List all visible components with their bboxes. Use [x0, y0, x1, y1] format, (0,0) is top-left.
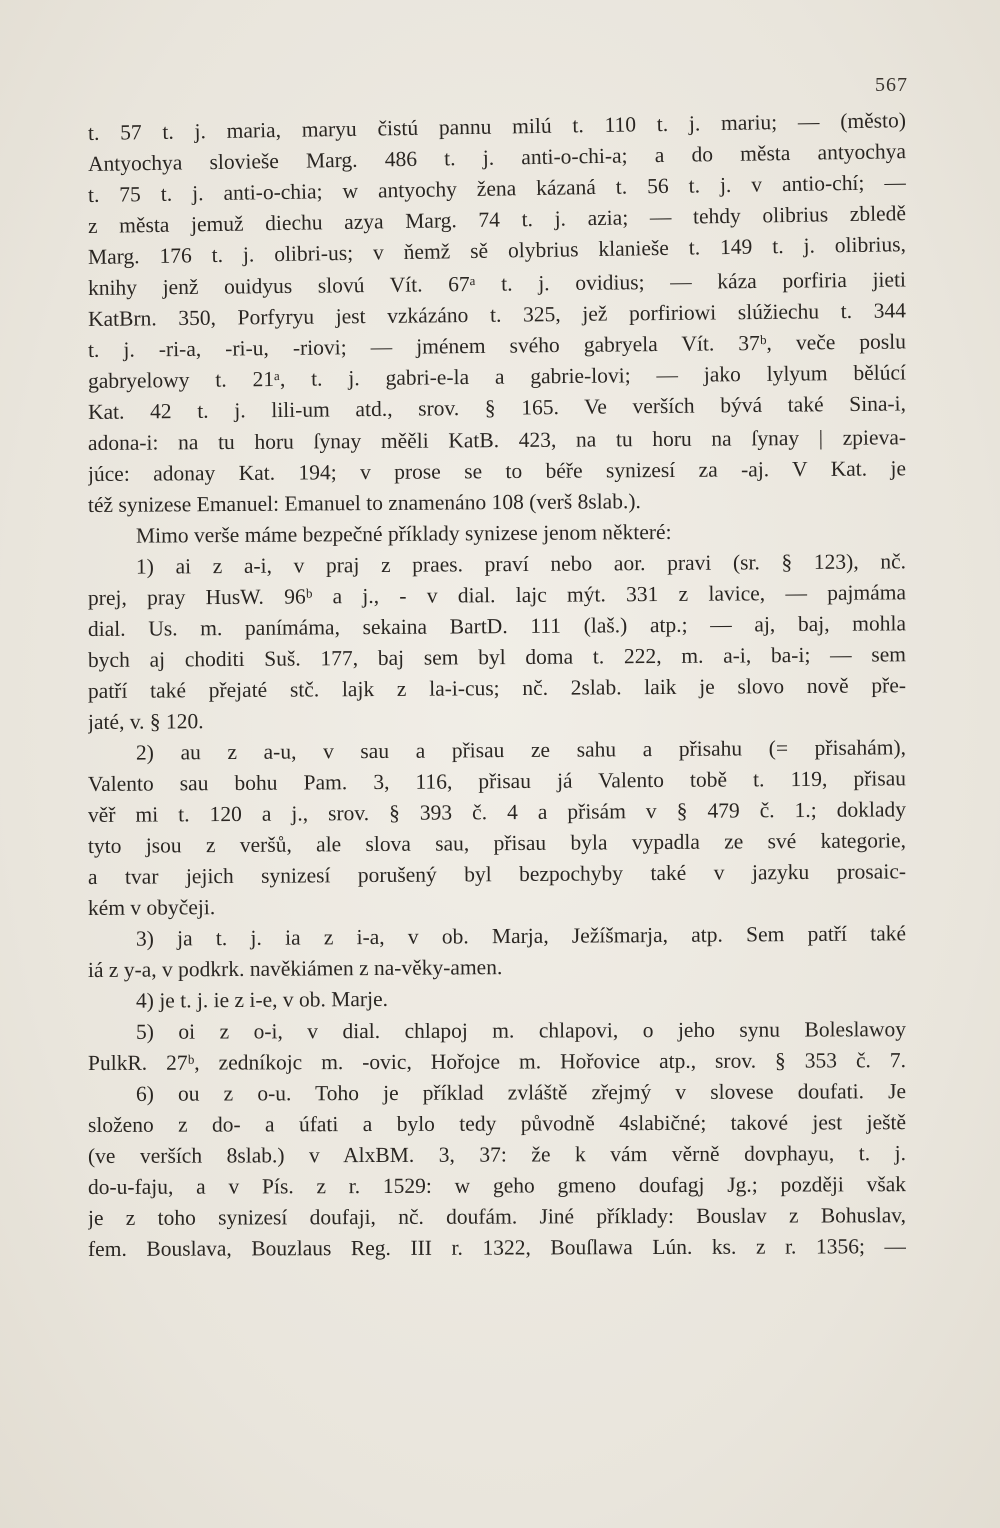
text-line: bych aj choditi Suš. 177, baj sem byl doma t. 222, m. a-i, ba-i; — sem [87, 642, 907, 672]
text-line: KatBrn. 350, Porfyryu jest vzkázáno t. 325, jež porfiriowi slúžiechu t. 344 [87, 298, 907, 331]
text-line: složeno z do- a úfati a bylo tedy původně 4slabičné; takové jest ještě [87, 1110, 907, 1137]
text-line: z města jemuž diechu azya Marg. 74 t. j. azia; — tehdy olibrius zbledě [87, 201, 907, 238]
text-line: Kat. 42 t. j. lili-um atd., srov. § 165. Ve verších bývá také Sina-i, [87, 391, 907, 424]
text-line: patří také přejaté stč. lajk z la-i-cus; nč. 2slab. laik je slovo nově pře- [87, 673, 907, 703]
text-line: PulkR. 27ᵇ, zedníkojc m. -ovic, Hořojce m. Hořovice atp., srov. § 353 č. 7. [87, 1048, 907, 1075]
text-line: Valento sau bohu Pam. 3, 116, přisau já Valento tobě t. 119, přisau [87, 766, 907, 796]
text-line: Marg. 176 t. j. olibri-us; v ňemž sě olybrius klanieše t. 149 t. j. olibrius, [87, 232, 907, 269]
text-line: 3) ja t. j. ia z i-a, v ob. Marja, Ježíšmarja, atp. Sem patří také [135, 921, 907, 951]
text-body [87, 108, 907, 1265]
text-line: jaté, v. § 120. [87, 709, 204, 734]
text-line: prej, pray HusW. 96ᵇ a j., - v dial. lajc mýt. 331 z lavice, — pajmáma [87, 580, 907, 610]
page-number: 567 [875, 74, 908, 96]
text-line: Mimo verše máme bezpečné příklady synizese jenom některé: [135, 519, 672, 548]
text-line: júce: adonay Kat. 194; v prose se to béře synizesí za -aj. V Kat. je [87, 456, 907, 486]
text-line: 2) au z a-u, v sau a přisau ze sahu a přisahu (= přisahám), [135, 735, 907, 765]
text-line: je z toho synizesí doufaji, nč. doufám. Jiné příklady: Bouslav z Bohuslav, [87, 1203, 907, 1230]
text-line: tyto jsou z veršů, ale slova sau, přisau byla vypadla ze své kategorie, [87, 828, 907, 858]
text-line: Antyochya slovieše Marg. 486 t. j. anti-o-chi-a; a do města antyochya [87, 139, 907, 176]
text-line: do-u-faju, a v Pís. z r. 1529: w geho gmeno doufagj Jg.; později však [87, 1172, 907, 1199]
text-line: t. 75 t. j. anti-o-chia; w antyochy žena kázaná t. 56 t. j. v antio-chí; — [87, 170, 907, 207]
text-line: t. 57 t. j. maria, maryu čistú pannu milú t. 110 t. j. mariu; — (město) [87, 108, 907, 145]
text-line: knihy jenž ouidyus slovú Vít. 67ᵃ t. j. ovidius; — káza porfiria jieti [87, 267, 907, 300]
text-line: 6) ou z o-u. Toho je příklad zvláště zřejmý v slovese doufati. Je [135, 1079, 907, 1106]
text-line: gabryelowy t. 21ᵃ, t. j. gabri-e-la a gabrie-lovi; — jako lylyum bělúcí [87, 360, 907, 393]
text-line: dial. Us. m. panímáma, sekaina BartD. 111 (laš.) atp.; — aj, baj, mohla [87, 611, 907, 641]
text-line: kém v obyčeji. [87, 895, 216, 920]
text-line: 5) oi z o-i, v dial. chlapoj m. chlapovi, o jeho synu Boleslawoy [135, 1017, 907, 1044]
text-line: (ve verších 8slab.) v AlxBM. 3, 37: že k vám věrně dovphayu, t. j. [87, 1141, 907, 1168]
text-line: adona-i: na tu horu ſynay měěli KatB. 423, na tu horu na ſynay | zpieva- [87, 425, 907, 455]
text-line: věř mi t. 120 a j., srov. § 393 č. 4 a přisám v § 479 č. 1.; doklady [87, 797, 907, 827]
text-line: t. j. -ri-a, -ri-u, -riovi; — jménem svého gabryela Vít. 37ᵇ, veče poslu [87, 329, 907, 362]
text-line: 1) ai z a-i, v praj z praes. praví nebo aor. pravi (sr. § 123), nč. [135, 549, 907, 579]
text-line: iá z y-a, v podkrk. navěkiámen z na-věky-amen. [87, 955, 503, 982]
text-line: 4) je t. j. ie z i-e, v ob. Marje. [135, 986, 389, 1013]
text-line: a tvar jejich synizesí porušený byl bezpochyby také v jazyku prosaic- [87, 859, 907, 889]
text-line: též synizese Emanuel: Emanuel to znamenáno 108 (verš 8slab.). [87, 489, 641, 517]
text-line: fem. Bouslava, Bouzlaus Reg. III r. 1322, Bouſlawa Lún. ks. z r. 1356; — [87, 1234, 907, 1261]
